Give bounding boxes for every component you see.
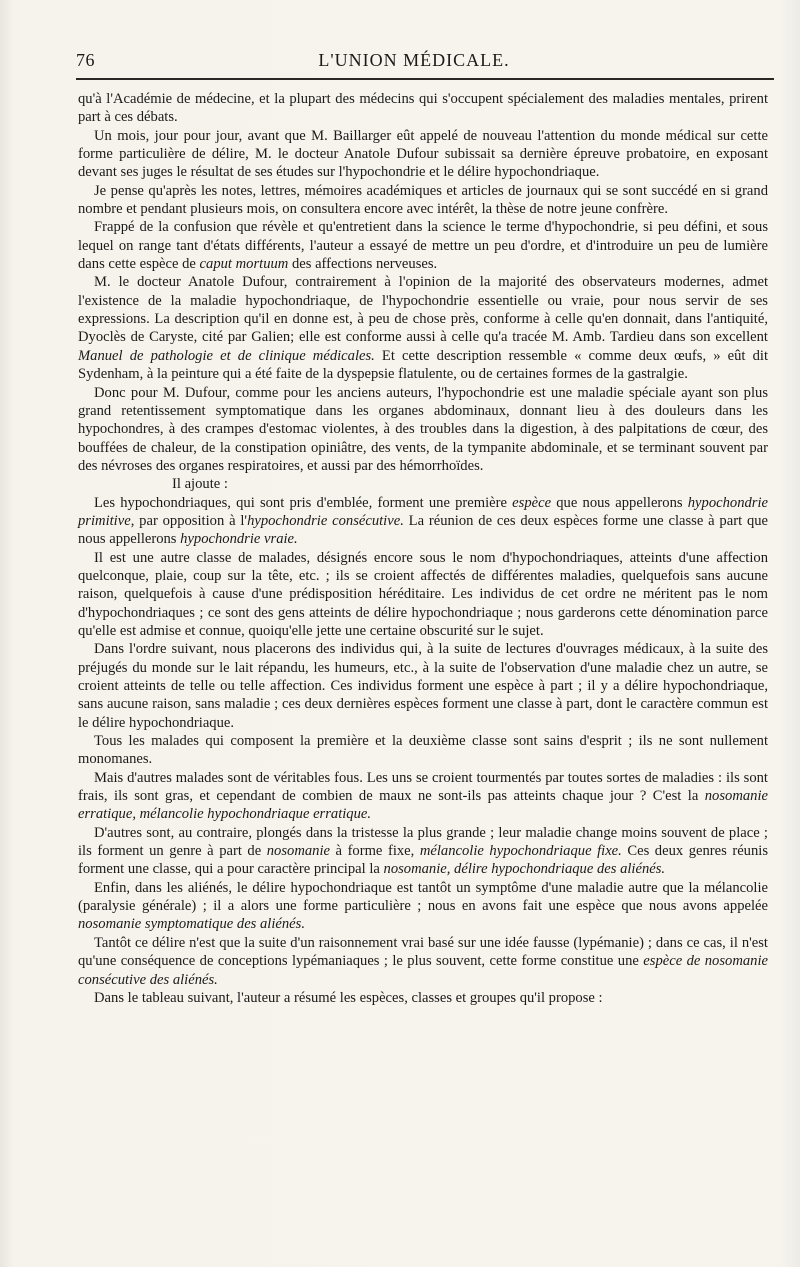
header-rule bbox=[76, 78, 774, 80]
paragraph: Mais d'autres malades sont de véritables fous. Les uns se croient tourmentés par toutes sortes de maladies : ils sont frais, ils sont gras, et cependant de combien de maux ne sont-ils pas atteints chaque jour ? C'est la nosomanie erratique, mélancolie hypochondriaque erratique. bbox=[78, 769, 768, 823]
paragraph: M. le docteur Anatole Dufour, contrairement à l'opinion de la majorité des observateurs modernes, admet l'existence de la maladie hypochondriaque, de l'hypochondrie essentielle ou vraie, pour nous servir de ses expressions. La description qu'il en donne est, à peu de chose près, conforme à celle qu'en donnait, dans l'antiquité, Dyoclès de Caryste, cité par Galien; elle est conforme aussi à celle qu'a tracée M. Amb. Tardieu dans son excellent Manuel de pathologie et de clinique médicales. Et cette description ressemble « comme deux œufs, » eût dit Sydenham, à la peinture qui a été faite de la dyspepsie flatulente, ou de certaines formes de la gastralgie. bbox=[78, 274, 768, 383]
paragraph: Tantôt ce délire n'est que la suite d'un raisonnement vrai basé sur une idée fausse (lypémanie) ; dans ce cas, il n'est qu'une conséquence de conceptions lypémaniaques ; le plus souvent, cette forme constitue une espèce de nosomanie consécutive des aliénés. bbox=[78, 934, 768, 988]
paragraph: Les hypochondriaques, qui sont pris d'emblée, forment une première espèce que nous appellerons hypochondrie primitive, par opposition à l'hypochondrie consécutive. La réunion de ces deux espèces forme une classe à part que nous appellerons hypochondrie vraie. bbox=[78, 494, 769, 548]
running-title: L'UNION MÉDICALE. bbox=[318, 50, 510, 70]
paragraph: Il est une autre classe de malades, désignés encore sous le nom d'hypochondriaques, atteints d'une affection quelconque, plaie, coup sur la tête, etc. ; ils se croient affectés de différentes maladies, quelquefois sans aucune raison, quelquefois à cause d'une prédisposition héréditaire. Les individus de cet ordre ne méritent pas le nom d'hypochondriaques ; ce sont des gens atteints de délire hypochondriaque ; nous garderons cette dénomination parce qu'elle est admise et connue, quoiqu'elle jette une certaine obscurité sur le sujet. bbox=[78, 549, 768, 639]
paragraph: Il ajoute : bbox=[172, 476, 228, 493]
paragraph: Frappé de la confusion que révèle et qu'entretient dans la science le terme d'hypochondrie, si peu défini, et sous lequel on range tant d'états différents, l'auteur a essayé de mettre un peu d'ordre, et d'introduire un peu de lumière dans cette espèce de caput mortuum des affections nerveuses. bbox=[78, 219, 768, 273]
paragraph: D'autres sont, au contraire, plongés dans la tristesse la plus grande ; leur maladie change moins souvent de place ; ils forment un genre à part de nosomanie à forme fixe, mélancolie hypochondriaque fixe. Ces deux genres réunis forment une classe, qui a pour caractère principal la nosomanie, délire hypochondriaque des aliénés. bbox=[78, 824, 769, 878]
paragraph: Je pense qu'après les notes, lettres, mémoires académiques et articles de journaux qui se sont succédé en si grand nombre et pendant plusieurs mois, on consultera encore avec intérêt, la thèse de notre jeune confrère. bbox=[78, 182, 768, 218]
page-number: 76 bbox=[76, 50, 95, 70]
paragraph: Un mois, jour pour jour, avant que M. Baillarger eût appelé de nouveau l'attention du monde médical sur cette forme particulière de délire, M. le docteur Anatole Dufour subissait sa dernière épreuve probatoire, en exposant devant ses juges le résultat de ses études sur l'hypochondrie et le délire hypochondriaque. bbox=[78, 127, 768, 181]
page-header bbox=[76, 44, 752, 78]
paragraph: Dans le tableau suivant, l'auteur a résumé les espèces, classes et groupes qu'il propose : bbox=[94, 989, 603, 1006]
paragraph: Donc pour M. Dufour, comme pour les anciens auteurs, l'hypochondrie est une maladie spéciale ayant son plus grand retentissement symptomatique dans les organes abdominaux, donnant lieu à des douleurs dans les hypochondres, à des crampes d'estomac violentes, à des troubles dans la digestion, à des palpitations de cœur, des bouffées de chaleur, de la constipation opiniâtre, des vents, de la tympanite abdominale, et se terminant souvent par des névroses des organes respiratoires, et aussi par des hémorrhoïdes. bbox=[78, 384, 768, 474]
paragraph: Tous les malades qui composent la première et la deuxième classe sont sains d'esprit ; ils ne sont nullement monomanes. bbox=[78, 733, 768, 768]
article-body bbox=[78, 90, 768, 1007]
paragraph: qu'à l'Académie de médecine, et la plupart des médecins qui s'occupent spécialement des maladies mentales, prirent part à ces débats. bbox=[78, 91, 768, 126]
paragraph: Dans l'ordre suivant, nous placerons des individus qui, à la suite de lectures d'ouvrages médicaux, à la suite des préjugés du monde sur le lait répandu, les humeurs, etc., à la suite de l'observation d'une maladie chez un autre, se croient atteints de telle ou telle affection. Ces individus forment une espèce à part ; il y a délire hypochondriaque, sans aucune raison, sans maladie ; ces deux dernières espèces forment une classe à part, dont le caractère commun est le délire hypochondriaque. bbox=[78, 641, 768, 731]
paragraph: Enfin, dans les aliénés, le délire hypochondriaque est tantôt un symptôme d'une maladie autre que la mélancolie (paralysie générale) ; il a alors une forme particulière ; nous en avons fait une espèce que nous avons appelée nosomanie symptomatique des aliénés. bbox=[78, 879, 768, 933]
